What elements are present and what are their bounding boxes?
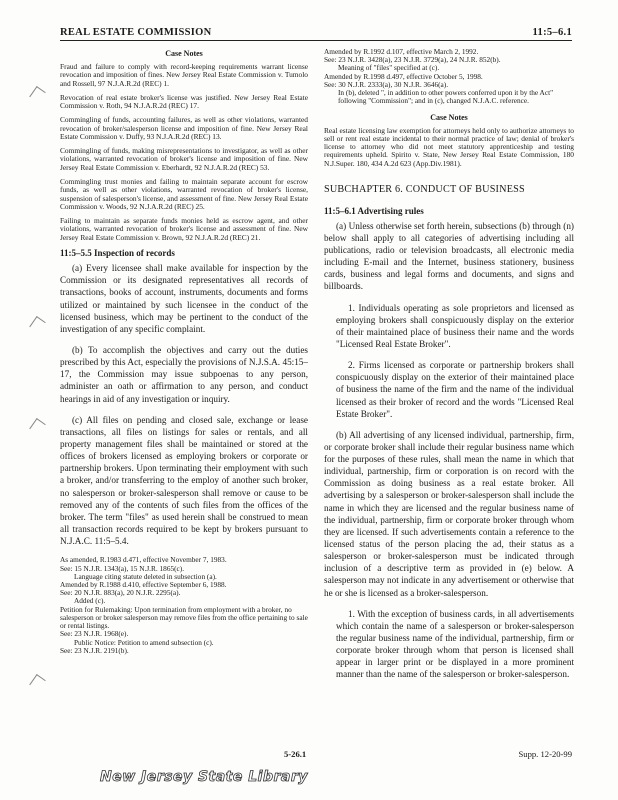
paragraph-a: (a) Unless otherwise set forth herein, subsections (b) through (n) below shall apply to all categories of advertising including all publications, radio or television broadcasts, all electronic media including E-mail and the Internet, business stationery, business cards, business and legal forms and documents, and signs and billboards. [324,220,574,292]
history-line: See: 20 N.J.R. 883(a), 20 N.J.R. 2295(a). [60,588,181,598]
margin-mark [29,86,45,103]
section-body [324,220,574,681]
left-column [60,48,308,655]
paragraph-c: (c) All files on pending and closed sale, exchange or lease transactions, all files on listings for sales or rentals, and all property management files shall be maintained or stored at the offices of brokers licensed as employing brokers or corporate or partnership brokers. Upon terminating their employment with such a broker, and/or transferring to the employ of another such broker, no salesperson or broker-salesperson shall remove or cause to be removed any of the contents of such files from the offices of the broker. The term "files" as used herein shall be construed to mean all transaction records required to be kept by brokers pursuant to N.J.A.C. 11:5–5.4. [60,414,308,547]
margin-mark [29,418,45,435]
history-line: Amended by R.1998 d.497, effective October 5, 1998. [324,71,483,81]
header-title: REAL ESTATE COMMISSION [60,27,212,38]
case-notes-heading: Case Notes [165,49,203,58]
history-line: As amended, R.1983 d.471, effective November 7, 1983. [60,555,227,565]
section-heading: 11:5–5.5 Inspection of records [60,248,175,259]
case-notes-heading: Case Notes [430,112,468,122]
running-header [60,27,572,41]
paragraph-a: (a) Every licensee shall make available for inspection by the Commission or its designated representatives all records of transactions, books of account, instruments, documents and forms utilized or maintained by such licensee in the conduct of the licensed business, which may be pertinent to the conduct of the investigation of any specific complaint. [60,263,308,334]
history-line: Public Notice: Petition to amend subsection (c). [74,637,214,647]
paragraph-b: (b) All advertising of any licensed individual, partnership, firm, or corporate broker shall include their regular business name which for the purposes of these rules, shall mean the name in which that individual, partnership, firm or corporation is on record with the Commission as doing business as a real estate broker. All advertising by a salesperson or broker-salesperson shall include the name in which they are licensed and the regular business name of the individual, partnership, firm or corporate broker through whom they are licensed. If such advertisements contain a reference to the licensed status of the person placing the ad, their status as a salesperson or broker-salesperson must be indicated through inclusion of a descriptive term as provided in (e) below. A salesperson may not indicate in any advertisement or otherwise that he or she is licensed as a broker-salesperson. [324,429,574,598]
history-line: See: 23 N.J.R. 3428(a), 23 N.J.R. 3729(a), 24 N.J.R. 852(b). [324,55,501,65]
case-notes-block [60,50,308,242]
history-line: See: 23 N.J.R. 1968(e). [60,629,129,639]
case-notes-block [324,114,574,168]
margin-mark [29,674,45,691]
history-line: In (b), deleted ", in addition to other powers conferred upon it by the Act" following "Commission"; and in (c), changed N.J.A.C. reference. [338,88,554,106]
case-note: Commingling of funds, accounting failures, as well as other violations, warranted revocation of broker/salesperson license and imposition of fine. New Jersey Real Estate Commission v. Duffy, 93 N.J.A.R.2d (REC) 13. [60,115,308,141]
case-note: Failing to maintain as separate funds monies held as escrow agent, and other violations, warranted revocation of broker's license and assessment of fine. New Jersey Real Estate Commission v. Brown, 92 N.J.A.R.2d (REC) 21. [60,216,308,242]
history-line: Amended by R.1988 d.410, effective September 6, 1988. [60,579,227,589]
history-line: Amended by R.1992 d.107, effective March 2, 1992. [324,47,479,56]
history-line: Meaning of "files" specified at (c). [338,63,440,73]
paragraph-a-item-2: 2. Firms licensed as corporate or partnership brokers shall conspicuously display on the exterior of their maintained place of business the name of the firm and the name of the individual licensed as their broker of record and the words "Licensed Real Estate Broker". [336,360,574,419]
history-line: See: 30 N.J.R. 2333(a), 30 N.J.R. 3646(a). [324,79,449,89]
history-notes [60,556,308,655]
header-section-number: 11:5–6.1 [532,27,572,38]
paragraph-b: (b) To accomplish the objectives and carry out the duties prescribed by this Act, especially the provisions of N.J.S.A. 45:15–17, the Commission may issue subpoenas to any person, administer an oath or affirmation to any person, and conduct hearings in aid of any investigation or inquiry. [60,345,308,404]
case-note: Commingling trust monies and failing to maintain separate account for escrow funds, as well as other violations, warranted revocation of broker's license, suspension of salesperson's license, and assessment of fine. New Jersey Real Estate Commission v. Woods, 92 N.J.A.R.2d (REC) 25. [60,177,308,211]
case-note: Fraud and failure to comply with record-keeping requirements warrant license revocation and imposition of fines. New Jersey Real Estate Commission v. Tumolo and Rossell, 97 N.J.A.R.2d (REC) 1. [60,61,308,88]
page-number: 5-26.1 [284,749,307,759]
library-watermark: New Jersey State Library [100,769,308,785]
section-heading: 11:5–6.1 Advertising rules [324,205,424,216]
supplement-date: Supp. 12-20-99 [518,749,572,759]
margin-mark [29,316,45,333]
history-line: Petition for Rulemaking: Upon termination from employment with a broker, no salesperson or broker salesperson may remove files from the office pertaining to sale or rental listings. [60,604,308,631]
case-note: Real estate licensing law exemption for attorneys held only to authorize attorneys to sell or rent real estate incidental to their normal practice of law; denial of broker's license to attorney who did not meet statutory apprenticeship and testing requirements upheld. Spirito v. State, New Jersey Real Estate Commission, 180 N.J.Super. 180, 434 A.2d 623 (App.Div.1981). [324,125,574,168]
history-line: Added (c). [74,596,106,606]
case-note: Commingling of funds, making misrepresentations to investigator, as well as other violations, warranted revocation of broker's license and imposition of fine. New Jersey Real Estate Commission v. Eberhardt, 92 N.J.A.R.2d (REC) 53. [60,146,308,172]
history-line: Language citing statute deleted in subsection (a). [74,571,217,581]
right-column [324,48,574,690]
history-line: See: 15 N.J.R. 1343(a), 15 N.J.R. 1865(c). [60,563,185,573]
subchapter-title: SUBCHAPTER 6. CONDUCT OF BUSINESS [324,184,525,195]
section-body [60,262,308,547]
paragraph-a-item-1: 1. Individuals operating as sole proprietors and licensed as employing brokers shall conspicuously display on the exterior of their maintained place of business their name and the words "Licensed Real Estate Broker". [336,302,574,349]
history-notes [324,48,574,106]
history-line: See: 23 N.J.R. 2191(b). [60,645,129,655]
case-note: Revocation of real estate broker's license was justified. New Jersey Real Estate Commission v. Roth, 94 N.J.A.R.2d (REC) 17. [60,92,308,111]
paragraph-b-item-1: 1. With the exception of business cards, in all advertisements which contain the name of a salesperson or broker-salesperson the regular business name of the individual, partnership, firm or corporate broker through whom that person is licensed shall appear in larger print or be displayed in a more prominent manner than the name of the salesperson or broker-salesperson. [336,608,574,680]
